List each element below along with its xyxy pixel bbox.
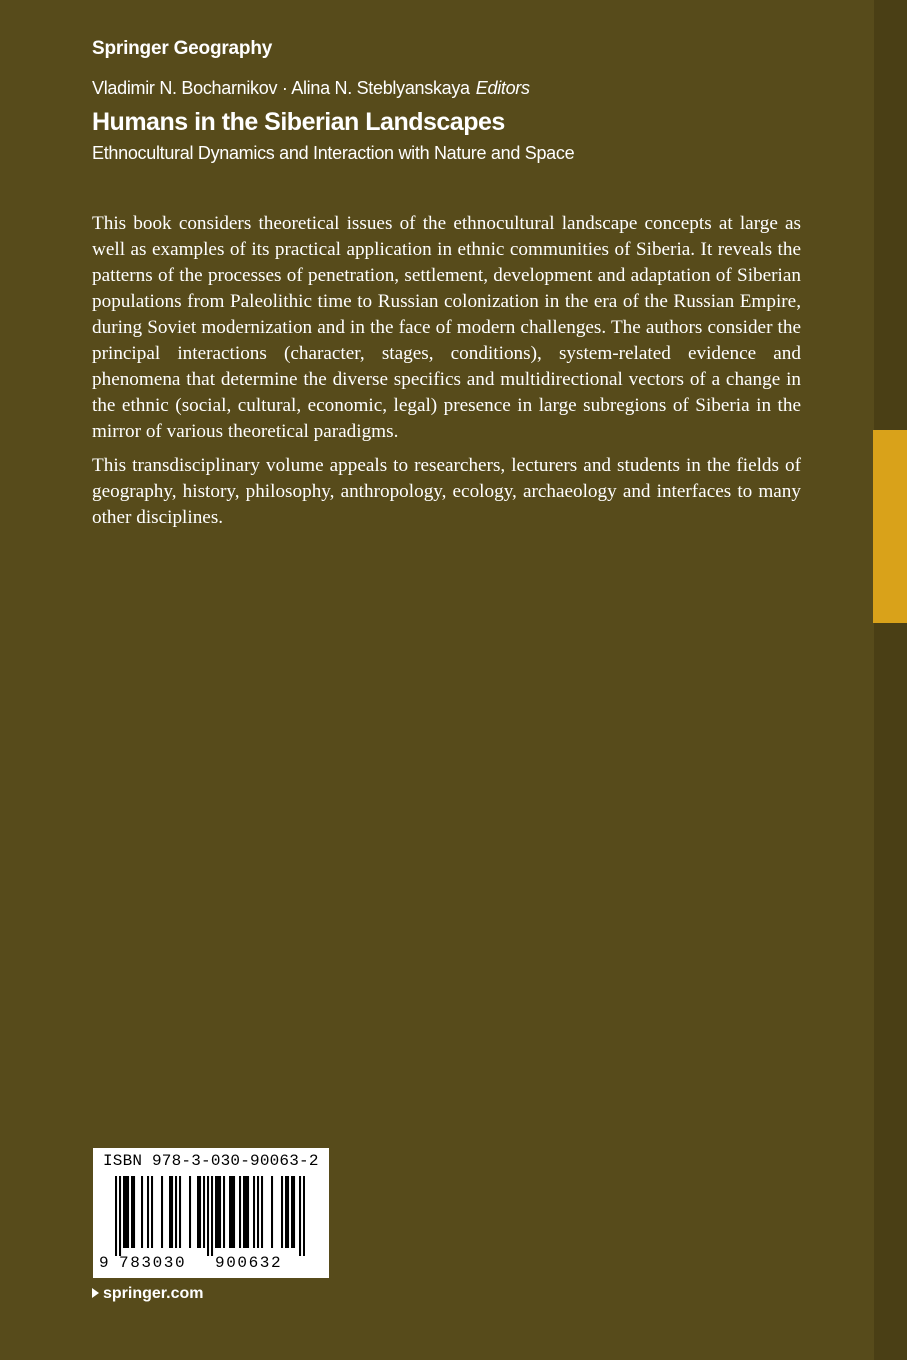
play-arrow-icon [92,1288,99,1298]
publisher-website[interactable] [92,1285,203,1303]
barcode-bar [303,1176,305,1256]
barcode-bar [203,1176,205,1248]
barcode-bar [293,1176,295,1248]
barcode-bar [233,1176,235,1248]
barcode-bar [133,1176,135,1248]
barcode-bar [147,1176,149,1248]
barcode-bar [253,1176,255,1248]
barcode-bar [217,1176,219,1248]
barcode-bar [169,1176,171,1248]
barcode-bar [141,1176,143,1248]
barcode-bar [131,1176,133,1248]
spine-edge [874,0,907,1360]
barcode-bar [171,1176,173,1248]
website-link[interactable]: springer.com [103,1285,204,1302]
description-paragraph-1: This book considers theoretical issues of the ethnocultural landscape concepts at large as well as examples of its practical application in ethnic communities of Siberia. It reveals the patterns of the processes of penetration, settlement, development and adaptation of Siberian populations from Paleolithic time to Russian colonization in the era of the Russian Empire, during Soviet modernization and in the face of modern challenges. The authors consider the principal interactions (character, stages, conditions), system-related evidence and phenomena that determine the diverse specifics and multidirectional vectors of a change in the ethnic (social, cultural, economic, legal) presence in large subregions of Siberia in the mirror of various theoretical paradigms. [92,213,801,442]
editors-role: Editors [475,78,530,98]
barcode-bar [119,1176,121,1256]
barcode-bar [215,1176,217,1248]
book-subtitle: Ethnocultural Dynamics and Interaction with Nature and Space [92,143,575,163]
barcode-bar [175,1176,177,1248]
barcode-bar [207,1176,209,1256]
barcode-bars [115,1176,305,1256]
barcode-bar [151,1176,153,1248]
barcode-bar [271,1176,273,1248]
barcode-bar [123,1176,125,1248]
ean-right-digits: 900632 [215,1254,283,1272]
ean-left-digits: 783030 [119,1254,187,1272]
barcode-bar [115,1176,117,1256]
isbn-label: ISBN 978-3-030-90063-2 [103,1152,319,1170]
barcode-bar [229,1176,231,1248]
barcode-bar [197,1176,199,1248]
editors-line [92,78,530,99]
barcode-bar [161,1176,163,1248]
book-description [92,211,801,539]
editor-names: Vladimir N. Bocharnikov · Alina N. Steblyanskaya [92,78,470,98]
barcode-bar [285,1176,287,1248]
description-paragraph-2: This transdisciplinary volume appeals to researchers, lecturers and students in the fields of geography, history, philosophy, anthropology, ecology, archaeology and interfaces to many other disciplines. [92,455,801,528]
barcode-bar [179,1176,181,1248]
ean-first-digit: 9 [99,1254,109,1272]
series-name: Springer Geography [92,38,273,59]
spine-accent-bar [873,430,907,623]
barcode-bar [281,1176,283,1248]
barcode-bar [257,1176,259,1248]
barcode-bar [223,1176,225,1248]
barcode-bar [291,1176,293,1248]
barcode-bar [125,1176,127,1248]
barcode-bar [199,1176,201,1248]
barcode-bar [247,1176,249,1248]
barcode-bar [127,1176,129,1248]
barcode-bar [245,1176,247,1248]
barcode-bar [189,1176,191,1248]
barcode-bar [231,1176,233,1248]
barcode-bar [287,1176,289,1248]
barcode-bar [299,1176,301,1256]
barcode-bar [239,1176,241,1248]
barcode-bar [219,1176,221,1248]
isbn-barcode [93,1148,329,1278]
barcode-bar [211,1176,213,1256]
book-title: Humans in the Siberian Landscapes [92,108,505,136]
barcode-bar [243,1176,245,1248]
barcode-bar [261,1176,263,1248]
